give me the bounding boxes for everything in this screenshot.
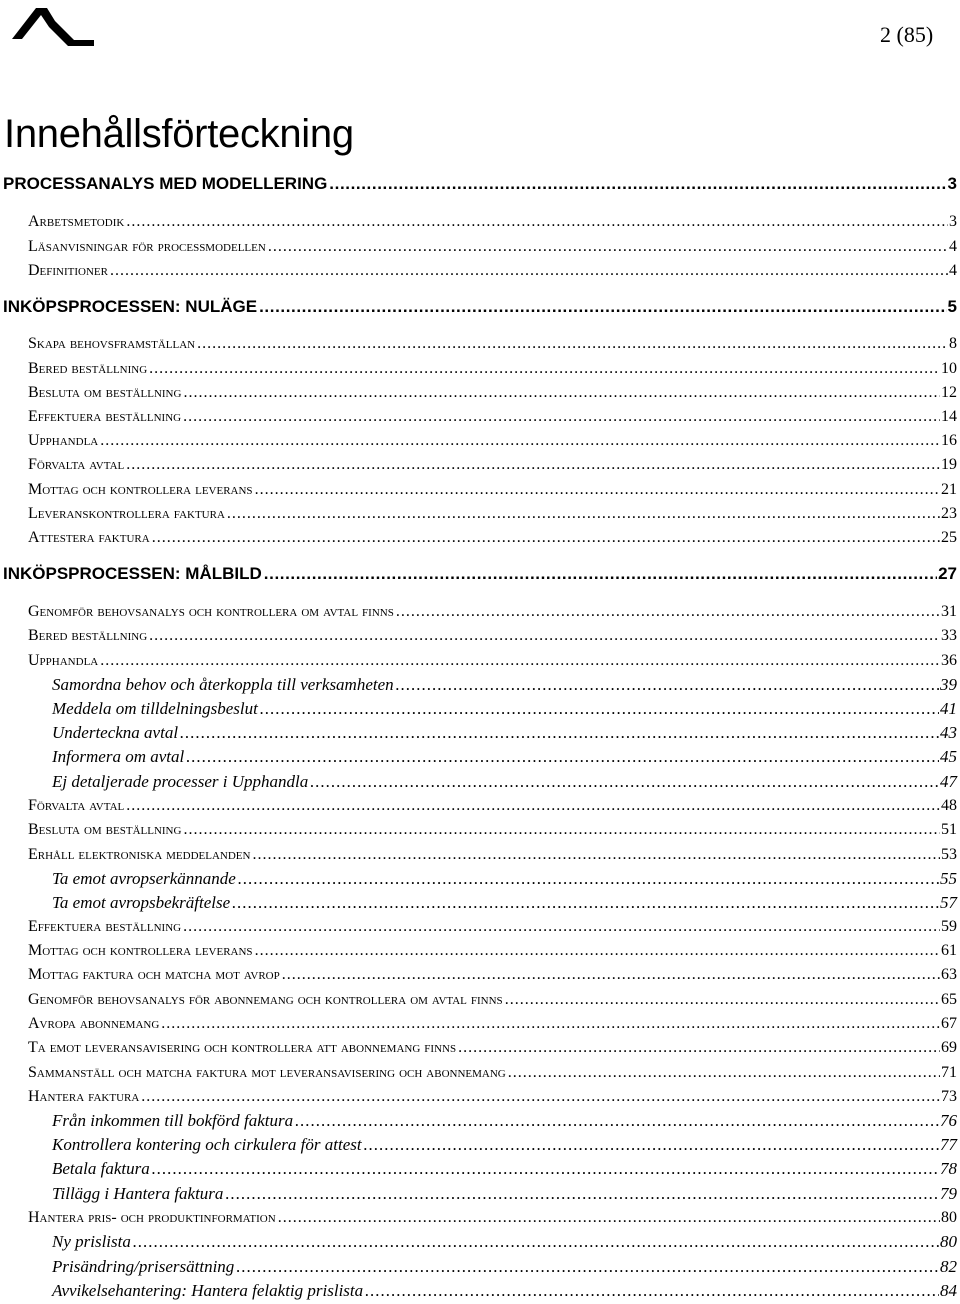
toc-page-number: 3 xyxy=(947,174,957,193)
toc-label: Ta emot avropsbekräftelse xyxy=(52,893,231,912)
dot-leader xyxy=(365,1279,939,1303)
toc-label: Från inkommen till bokförd faktura xyxy=(52,1111,294,1130)
toc-label: Skapa behovsframställan xyxy=(28,335,196,352)
dot-leader xyxy=(183,381,940,405)
toc-label: Förvalta avtal xyxy=(28,797,125,814)
toc-entry[interactable] xyxy=(28,939,957,963)
toc-label: Arbetsmetodik xyxy=(28,213,125,230)
toc-label: Effektuera beställning xyxy=(28,408,182,425)
toc-page-number: 16 xyxy=(941,432,957,449)
toc-label: Mottag och kontrollera leverans xyxy=(28,481,253,498)
toc-label: Prisändring/prisersättning xyxy=(52,1257,235,1276)
toc-label: Informera om avtal xyxy=(52,747,185,766)
dot-leader xyxy=(508,1061,940,1085)
toc-entry[interactable] xyxy=(28,235,957,259)
toc-label: Ta emot avropserkännande xyxy=(52,869,236,888)
toc-label: Meddela om tilldelningsbeslut xyxy=(52,699,258,718)
toc-entry[interactable] xyxy=(28,357,957,381)
toc-page-number: 82 xyxy=(940,1257,957,1276)
toc-page-number: 61 xyxy=(941,942,957,959)
toc-entry[interactable] xyxy=(28,210,957,234)
toc-entry[interactable] xyxy=(28,1012,957,1036)
dot-leader xyxy=(100,649,940,673)
toc-subentry[interactable] xyxy=(52,1279,957,1303)
toc-page-number: 59 xyxy=(941,918,957,935)
toc-page-number: 80 xyxy=(940,1232,957,1251)
toc-label: Bered beställning xyxy=(28,360,148,377)
toc-page-number: 79 xyxy=(940,1184,957,1203)
toc-label: Läsanvisningar för processmodellen xyxy=(28,238,266,255)
toc-label: Upphandla xyxy=(28,432,99,449)
toc-page-number: 8 xyxy=(949,335,957,352)
toc-page-number: 73 xyxy=(941,1088,957,1105)
toc-subentry[interactable] xyxy=(52,1109,957,1133)
dot-leader xyxy=(364,1133,939,1157)
toc-label: INKÖPSPROCESSEN: MÅLBILD xyxy=(3,564,262,583)
toc-subentry[interactable] xyxy=(52,721,957,745)
toc-entry[interactable] xyxy=(28,381,957,405)
dot-leader xyxy=(126,453,940,477)
toc-page-number: 48 xyxy=(941,797,957,814)
toc-subentry[interactable] xyxy=(52,1133,957,1157)
toc-page-number: 78 xyxy=(940,1159,957,1178)
dot-leader xyxy=(329,173,946,195)
toc-page-number: 5 xyxy=(947,297,957,316)
toc-label: Mottag och kontrollera leverans xyxy=(28,942,253,959)
toc-page-number: 67 xyxy=(941,1015,957,1032)
toc-page-number: 51 xyxy=(941,821,957,838)
toc-entry[interactable] xyxy=(28,332,957,356)
toc-page-number: 45 xyxy=(940,747,957,766)
toc-subentry[interactable] xyxy=(52,891,957,915)
toc-entry[interactable] xyxy=(28,1061,957,1085)
toc-entry[interactable] xyxy=(28,818,957,842)
dot-leader xyxy=(227,502,940,526)
toc-entry[interactable] xyxy=(28,649,957,673)
toc-page-number: 69 xyxy=(941,1039,957,1056)
dot-leader xyxy=(161,1012,940,1036)
toc-label: Besluta om beställning xyxy=(28,384,182,401)
toc-label: Kontrollera kontering och cirkulera för attest xyxy=(52,1135,362,1154)
toc-entry[interactable] xyxy=(28,915,957,939)
toc-subentry[interactable] xyxy=(52,770,957,794)
toc-page-number: 80 xyxy=(941,1209,957,1226)
toc-page-number: 39 xyxy=(940,675,957,694)
toc-page-number: 12 xyxy=(941,384,957,401)
dot-leader xyxy=(310,770,939,794)
toc-page-number: 14 xyxy=(941,408,957,425)
toc-label: Hantera faktura xyxy=(28,1088,140,1105)
toc-label: Sammanställ och matcha faktura mot leveransavisering och abonnemang xyxy=(28,1064,506,1081)
dot-leader xyxy=(197,332,948,356)
toc-page-number: 3 xyxy=(949,213,957,230)
toc-page-number: 84 xyxy=(940,1281,957,1300)
toc-page-number: 71 xyxy=(941,1064,957,1081)
toc-page-number: 4 xyxy=(949,262,957,279)
dot-leader xyxy=(252,843,940,867)
toc-entry[interactable] xyxy=(28,843,957,867)
toc-subentry[interactable] xyxy=(52,867,957,891)
dot-leader xyxy=(186,745,939,769)
dot-leader xyxy=(183,405,940,429)
toc-subentry[interactable] xyxy=(52,673,957,697)
dot-leader xyxy=(180,721,939,745)
toc-entry[interactable] xyxy=(28,405,957,429)
toc-page-number: 43 xyxy=(940,723,957,742)
dot-leader xyxy=(238,867,939,891)
dot-leader xyxy=(264,563,937,585)
dot-leader xyxy=(232,891,939,915)
dot-leader xyxy=(183,915,940,939)
toc-page-number: 76 xyxy=(940,1111,957,1130)
toc-subentry[interactable] xyxy=(52,745,957,769)
toc-label: Genomför behovsanalys och kontrollera om avtal finns xyxy=(28,603,394,620)
toc-page-number: 36 xyxy=(941,652,957,669)
dot-leader xyxy=(295,1109,939,1133)
toc-label: Besluta om beställning xyxy=(28,821,182,838)
dot-leader xyxy=(126,794,940,818)
toc-entry[interactable] xyxy=(28,1206,957,1230)
toc-page-number: 33 xyxy=(941,627,957,644)
toc-label: Avvikelsehantering: Hantera felaktig prislista xyxy=(52,1281,364,1300)
toc-label: Genomför behovsanalys för abonnemang och kontrollera om avtal finns xyxy=(28,991,503,1008)
toc-entry[interactable] xyxy=(28,1036,957,1060)
toc-label: Ny prislista xyxy=(52,1232,131,1251)
toc-page-number: 10 xyxy=(941,360,957,377)
toc-heading[interactable] xyxy=(3,563,957,585)
toc-subentry[interactable] xyxy=(52,697,957,721)
toc-page-number: 77 xyxy=(940,1135,957,1154)
dot-leader xyxy=(225,1182,939,1206)
dot-leader xyxy=(100,429,940,453)
toc-page-number: 23 xyxy=(941,505,957,522)
toc-entry[interactable] xyxy=(28,794,957,818)
toc-subentry[interactable] xyxy=(52,1230,957,1254)
toc-entry[interactable] xyxy=(28,429,957,453)
toc-label: Tillägg i Hantera faktura xyxy=(52,1184,224,1203)
toc-page-number: 57 xyxy=(940,893,957,912)
toc-entry[interactable] xyxy=(28,600,957,624)
toc-label: Underteckna avtal xyxy=(52,723,179,742)
toc-entry[interactable] xyxy=(28,624,957,648)
toc-page-number: 31 xyxy=(941,603,957,620)
toc-label: Betala faktura xyxy=(52,1159,150,1178)
dot-leader xyxy=(260,697,939,721)
toc-page-number: 19 xyxy=(941,456,957,473)
dot-leader xyxy=(133,1230,939,1254)
toc-page-number: 41 xyxy=(940,699,957,718)
dot-leader xyxy=(505,988,940,1012)
toc-page-number: 27 xyxy=(938,564,957,583)
dot-leader xyxy=(141,1085,940,1109)
dot-leader xyxy=(149,357,940,381)
dot-leader xyxy=(236,1255,939,1279)
toc-heading[interactable] xyxy=(3,173,957,195)
toc-subentry[interactable] xyxy=(52,1182,957,1206)
toc-label: Attestera faktura xyxy=(28,529,150,546)
toc-label: Hantera pris- och produktinformation xyxy=(28,1209,276,1226)
toc-entry[interactable] xyxy=(28,1085,957,1109)
toc-label: Ej detaljerade processer i Upphandla xyxy=(52,772,309,791)
toc-entry[interactable] xyxy=(28,963,957,987)
toc-label: Bered beställning xyxy=(28,627,148,644)
toc-label: Upphandla xyxy=(28,652,99,669)
toc-label: Mottag faktura och matcha mot avrop xyxy=(28,966,280,983)
toc-page-number: 4 xyxy=(949,238,957,255)
toc-label: INKÖPSPROCESSEN: NULÄGE xyxy=(3,297,258,316)
dot-leader xyxy=(282,963,940,987)
toc-page-number: 47 xyxy=(940,772,957,791)
toc-page-number: 25 xyxy=(941,529,957,546)
dot-leader xyxy=(259,296,946,318)
toc-entry[interactable] xyxy=(28,502,957,526)
page-title: Innehållsförteckning xyxy=(4,112,354,156)
dot-leader xyxy=(149,624,940,648)
toc-heading[interactable] xyxy=(3,296,957,318)
toc-subentry[interactable] xyxy=(52,1255,957,1279)
toc-page-number: 53 xyxy=(941,846,957,863)
dot-leader xyxy=(152,526,940,550)
toc-entry[interactable] xyxy=(28,259,957,283)
toc-page-number: 21 xyxy=(941,481,957,498)
toc-label: Erhåll elektroniska meddelanden xyxy=(28,846,251,863)
toc-entry[interactable] xyxy=(28,453,957,477)
toc-label: Effektuera beställning xyxy=(28,918,182,935)
toc-label: Förvalta avtal xyxy=(28,456,125,473)
dot-leader xyxy=(110,259,948,283)
dot-leader xyxy=(458,1036,940,1060)
toc-label: Leveranskontrollera faktura xyxy=(28,505,225,522)
dot-leader xyxy=(268,235,948,259)
dot-leader xyxy=(396,600,940,624)
dot-leader xyxy=(255,478,940,502)
toc-entry[interactable] xyxy=(28,988,957,1012)
toc-page-number: 65 xyxy=(941,991,957,1008)
toc-entry[interactable] xyxy=(28,526,957,550)
dot-leader xyxy=(183,818,940,842)
page-number: 2 (85) xyxy=(880,22,934,47)
dot-leader xyxy=(396,673,939,697)
dot-leader xyxy=(126,210,948,234)
toc-label: Avropa abonnemang xyxy=(28,1015,160,1032)
toc-label: Samordna behov och återkoppla till verksamheten xyxy=(52,675,394,694)
toc-entry[interactable] xyxy=(28,478,957,502)
toc-label: Ta emot leveransavisering och kontrollera att abonnemang finns xyxy=(28,1039,457,1056)
toc-subentry[interactable] xyxy=(52,1157,957,1181)
dot-leader xyxy=(255,939,940,963)
toc-label: PROCESSANALYS MED MODELLERING xyxy=(3,174,328,193)
dot-leader xyxy=(278,1206,940,1230)
toc-page-number: 55 xyxy=(940,869,957,888)
toc-page-number: 63 xyxy=(941,966,957,983)
dot-leader xyxy=(152,1157,939,1181)
toc-label: Definitioner xyxy=(28,262,108,279)
